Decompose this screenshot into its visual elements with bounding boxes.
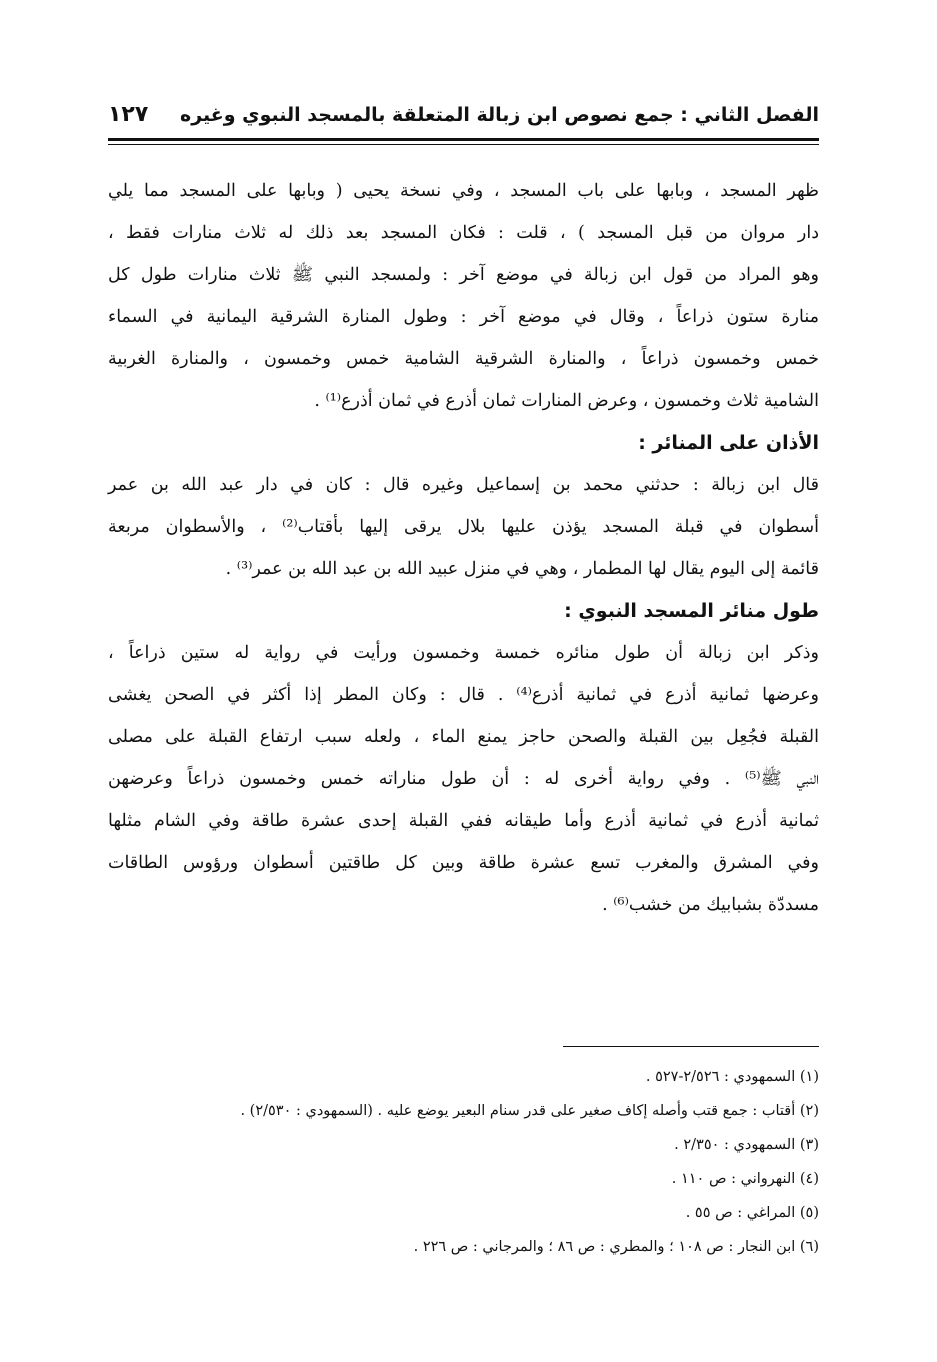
text-line: أسطوان في قبلة المسجد يؤذن عليها بلال يرقى إليها بأقتاب⁽²⁾ ، والأسطوان مربعة: [108, 517, 819, 537]
paragraph-1: [108, 170, 819, 422]
text-line: خمس وخمسون ذراعاً ، والمنارة الشرقية الشامية خمس وخمسون ، والمنارة الغربية: [108, 349, 819, 369]
footnote-5: (٥) المراغي : ص ٥٥ .: [685, 1205, 819, 1221]
text-line: القبلة فجُعِل بين القبلة والصحن حاجز يمنع الماء ، ولعله سبب ارتفاع القبلة على مصلى: [108, 727, 819, 747]
page-header: [108, 100, 819, 140]
footnote-separator: [563, 1046, 819, 1047]
footnote-3: (٣) السمهودي : ٢/٣٥٠ .: [674, 1137, 819, 1153]
footnote-4: (٤) النهرواني : ص ١١٠ .: [671, 1171, 819, 1187]
text-line: ظهر المسجد ، وبابها على باب المسجد ، وفي نسخة يحيى ( وبابها على المسجد مما يلي: [108, 181, 819, 201]
footnotes: [108, 1060, 819, 1264]
text-line: قال ابن زبالة : حدثني محمد بن إسماعيل وغيره قال : كان في دار عبد الله بن عمر: [108, 475, 819, 495]
footnote-2: (٢) أقتاب : جمع قتب وأصله إكاف صغير على قدر سنام البعير يوضع عليه . (السمهودي : ٢/٥٣٠) .: [240, 1103, 819, 1119]
running-title: الفصل الثاني : جمع نصوص ابن زبالة المتعلقة بالمسجد النبوي وغيره: [179, 104, 819, 126]
text-line: وهو المراد من قول ابن زبالة في موضع آخر : ولمسجد النبي ﷺ ثلاث منارات طول كل: [108, 265, 819, 285]
footnote-1: (١) السمهودي : ٢/٥٢٦-٥٢٧ .: [645, 1069, 819, 1085]
text-line: وعرضها ثمانية أذرع في ثمانية أذرع⁽⁴⁾ . قال : وكان المطر إذا أكثر في الصحن يغشى: [108, 685, 819, 705]
paragraph-2: [108, 464, 819, 590]
text-line: وفي المشرق والمغرب تسع عشرة طاقة وبين كل طاقتين أسطوان ورؤوس الطاقات: [108, 853, 819, 873]
text-line: منارة ستون ذراعاً ، وقال في موضع آخر : وطول المنارة الشرقية اليمانية في السماء: [108, 307, 819, 327]
text-line: قائمة إلى اليوم يقال لها المطمار ، وهي في منزل عبيد الله بن عبد الله بن عمر⁽³⁾ .: [225, 559, 819, 579]
text-line: وذكر ابن زبالة أن طول منائره خمسة وخمسون ورأيت في رواية له ستين ذراعاً ،: [108, 643, 819, 663]
header-rule-thick: [108, 138, 819, 141]
text-line: دار مروان من قبل المسجد ) ، قلت : فكان المسجد بعد ذلك له ثلاث منارات فقط ،: [108, 223, 819, 243]
text-line: النبي ﷺ⁽⁵⁾ . وفي رواية أخرى له : أن طول مناراته خمس وخمسون ذراعاً وعرضهن: [108, 769, 819, 789]
page-number: ١٢٧: [108, 102, 149, 127]
text-line: الشامية ثلاث وخمسون ، وعرض المنارات ثمان أذرع في ثمان أذرع⁽¹⁾ .: [314, 391, 819, 411]
paragraph-3: [108, 632, 819, 926]
header-rule-thin: [108, 144, 819, 145]
text-line: ثمانية أذرع في ثمانية أذرع وأما طيقانه ففي القبلة إحدى عشرة طاقة وفي الشام مثلها: [108, 811, 819, 831]
section-heading-adhan: الأذان على المنائر :: [638, 432, 819, 454]
footnote-6: (٦) ابن النجار : ص ١٠٨ ؛ والمطري : ص ٨٦ ؛ والمرجاني : ص ٢٢٦ .: [413, 1239, 819, 1255]
section-heading-minaret-height: طول منائر المسجد النبوي :: [564, 600, 819, 622]
main-text: [108, 170, 819, 926]
text-line: مسددّة بشبابيك من خشب⁽⁶⁾ .: [602, 895, 819, 915]
